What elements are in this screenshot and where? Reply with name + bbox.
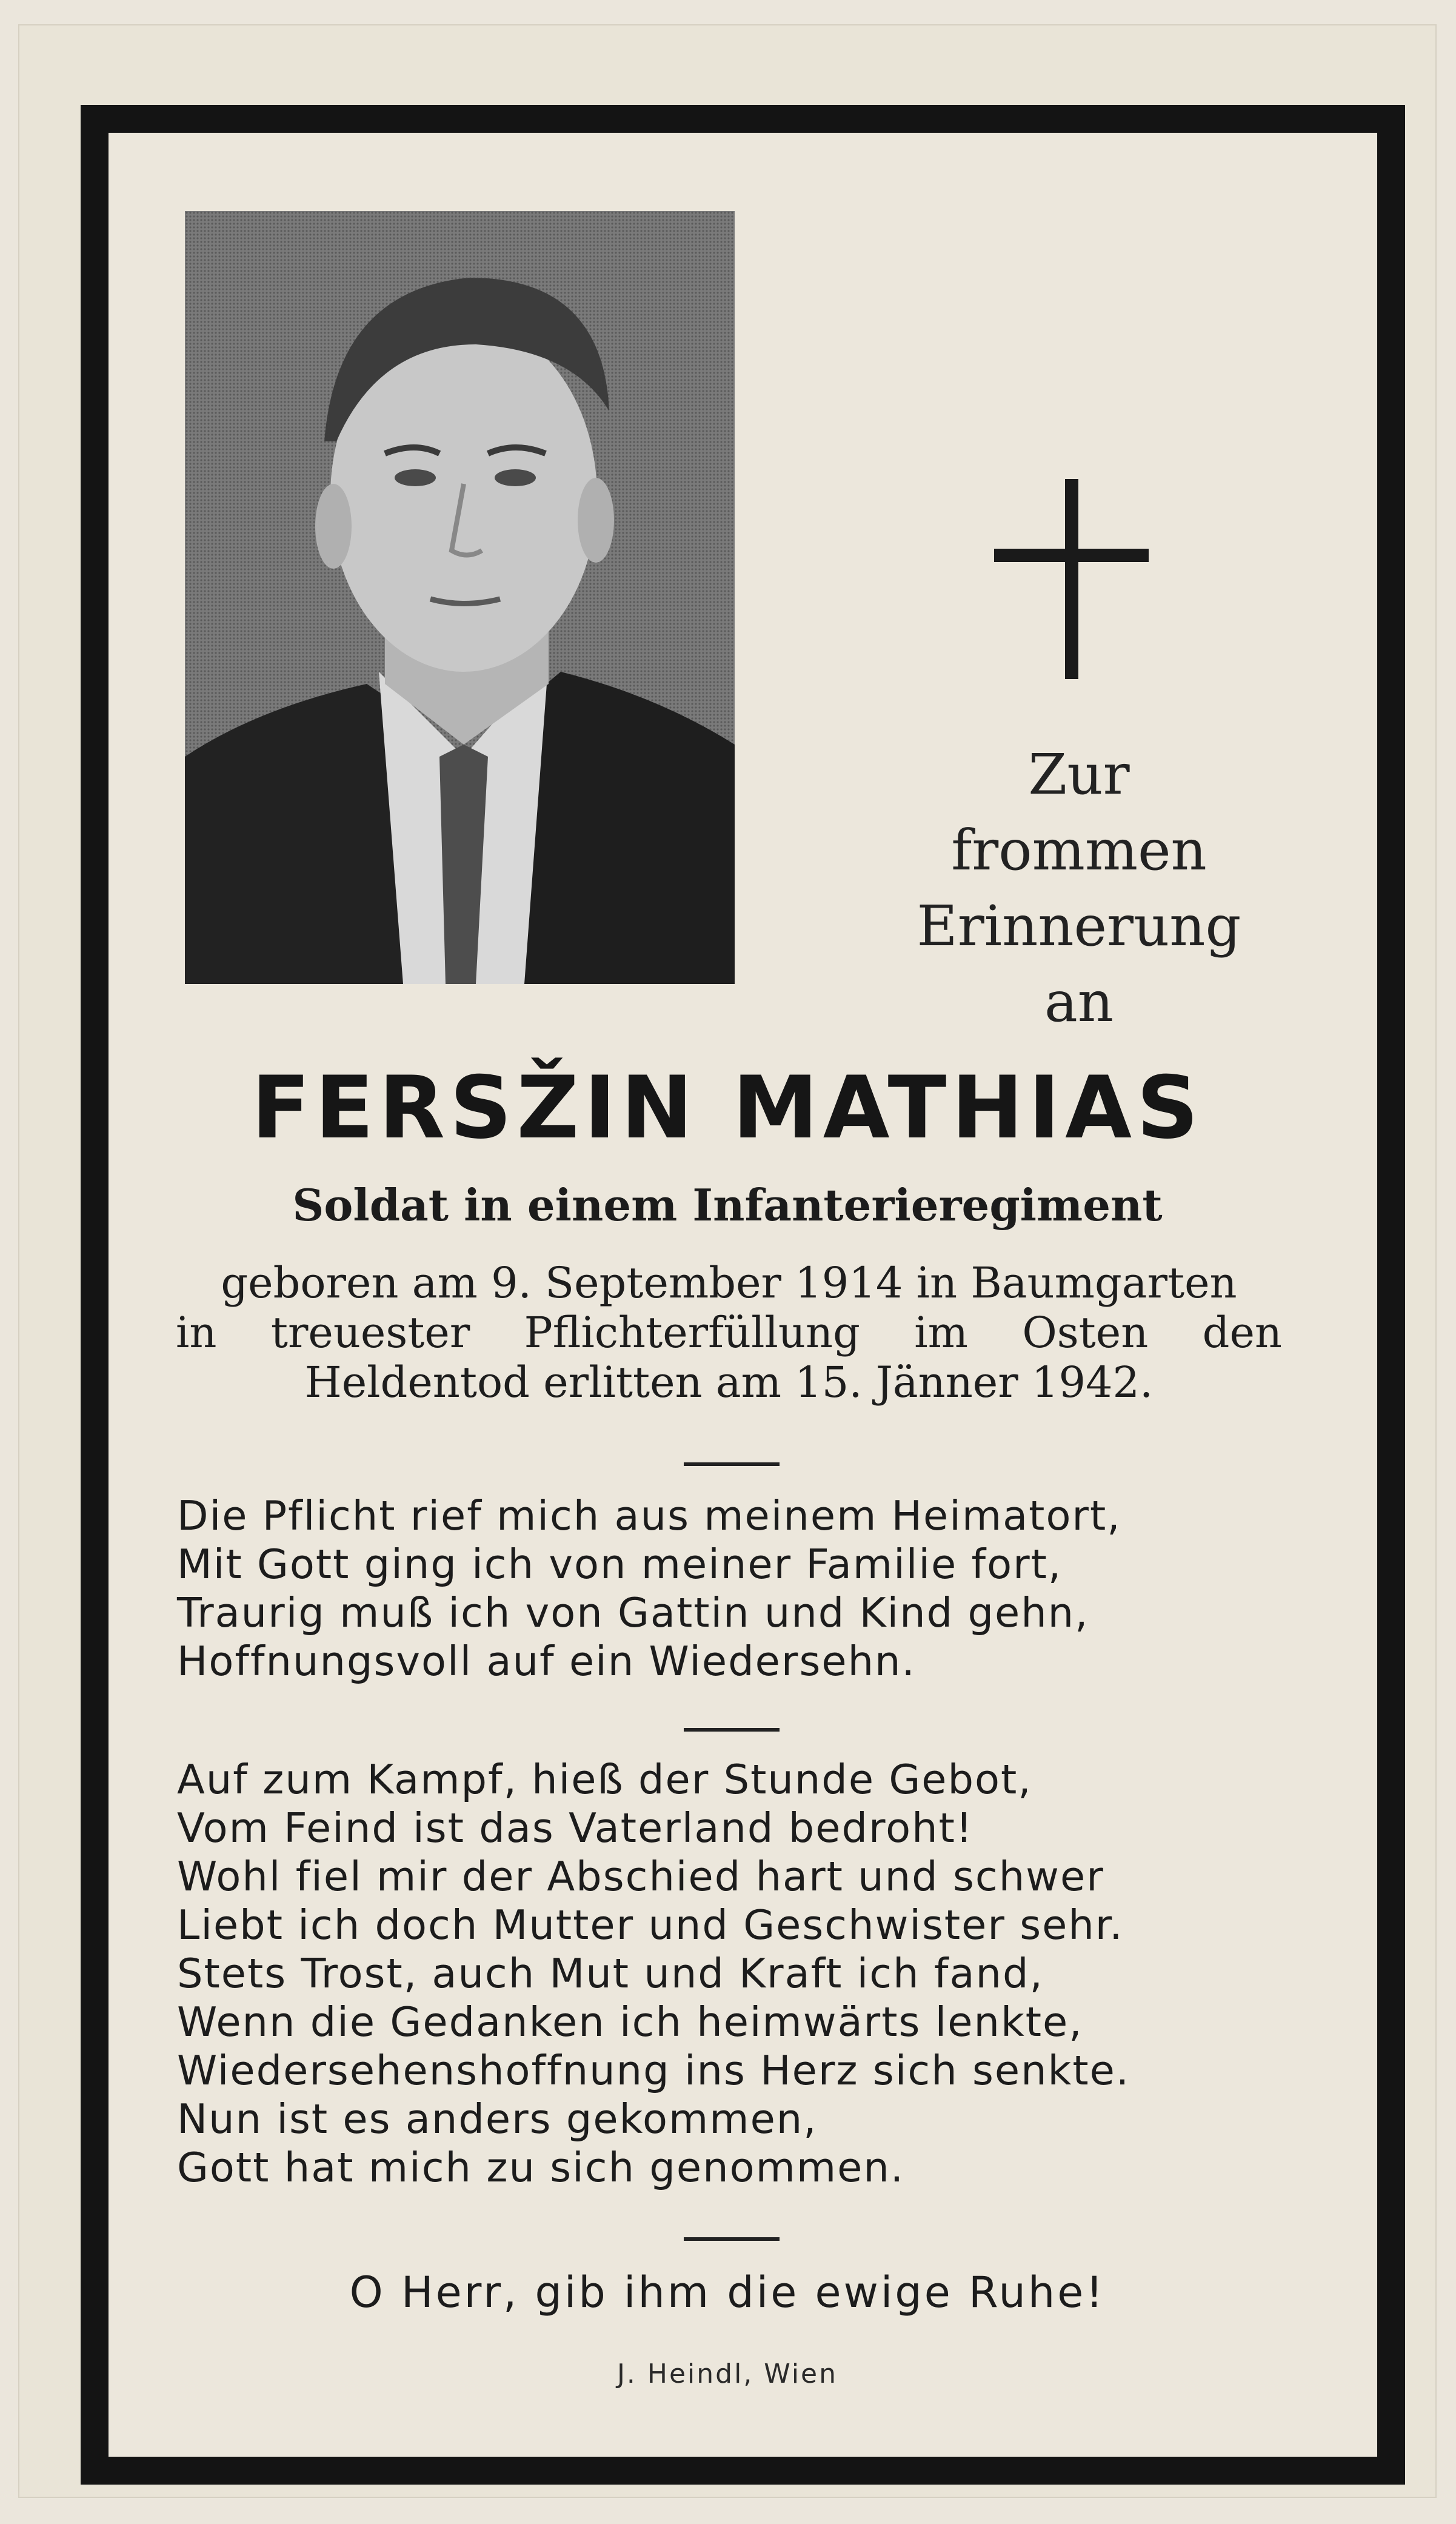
verse-line: Wohl fiel mir der Abschied hart und schwer <box>177 1853 1104 1900</box>
verse-line: Auf zum Kampf, hieß der Stunde Gebot, <box>177 1756 1032 1803</box>
deceased-name: FERSŽIN MATHIAS <box>251 1058 1204 1158</box>
closing-prayer: O Herr, gib ihm die ewige Ruhe! <box>349 2268 1106 2317</box>
latin-cross-icon <box>994 479 1149 679</box>
biography <box>176 1258 1282 1407</box>
printer-imprint: J. Heindl, Wien <box>616 2358 838 2389</box>
verse-line: Stets Trost, auch Mut und Kraft ich fand, <box>177 1950 1044 1997</box>
verse-line: Hoffnungsvoll auf ein Wiedersehn. <box>177 1638 916 1685</box>
memorial-line: Zur <box>1028 742 1130 807</box>
verse-line: Liebt ich doch Mutter und Geschwister sehr. <box>177 1901 1124 1949</box>
birth-line: geboren am 9. September 1914 in Baumgarten <box>221 1258 1237 1308</box>
verse-line: Die Pflicht rief mich aus meinem Heimatort, <box>177 1492 1121 1539</box>
death-line: Heldentod erlitten am 15. Jänner 1942. <box>304 1357 1154 1407</box>
verse-line: Traurig muß ich von Gattin und Kind gehn, <box>177 1589 1089 1636</box>
verse-line: Vom Feind ist das Vaterland bedroht! <box>177 1804 973 1852</box>
divider-rule <box>684 1462 780 1466</box>
verse-line: Nun ist es anders gekommen, <box>177 2095 818 2143</box>
duty-line: in treuester Pflichterfüllung im Osten den <box>176 1308 1282 1357</box>
memorial-line: an <box>1044 969 1114 1034</box>
verse-line: Wenn die Gedanken ich heimwärts lenkte, <box>177 1998 1083 2046</box>
verse-stanza-1 <box>177 1491 1274 1685</box>
memorial-line: Erinnerung <box>917 894 1241 959</box>
verse-line: Mit Gott ging ich von meiner Familie fort, <box>177 1541 1063 1588</box>
divider-rule <box>684 2237 780 2241</box>
divider-rule <box>684 1728 780 1732</box>
memorial-heading <box>867 737 1291 1040</box>
verse-line: Gott hat mich zu sich genommen. <box>177 2144 905 2191</box>
memorial-line: frommen <box>951 818 1207 883</box>
portrait-photo <box>185 211 735 984</box>
verse-stanza-2 <box>177 1755 1274 2192</box>
verse-line: Wiedersehenshoffnung ins Herz sich senkte. <box>177 2047 1130 2094</box>
deceased-rank: Soldat in einem Infanterieregiment <box>292 1179 1163 1231</box>
